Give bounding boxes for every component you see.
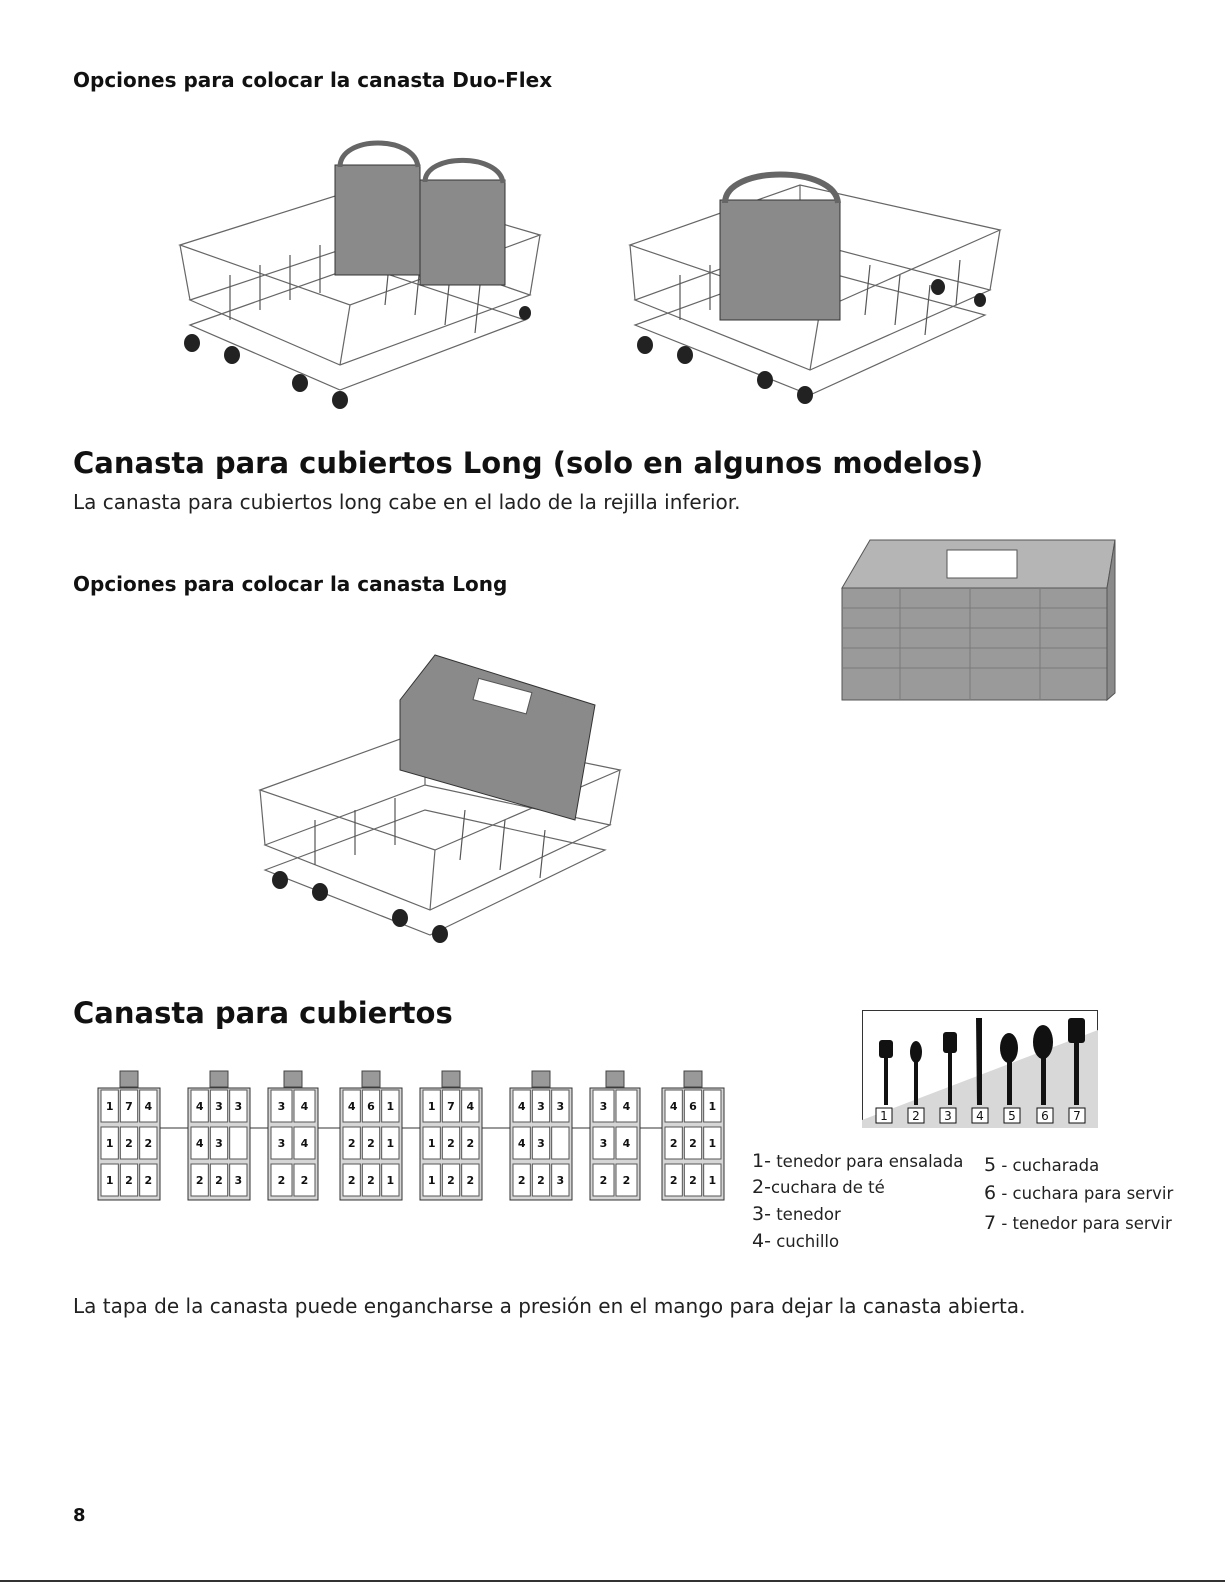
- grid-cell-label: 3: [277, 1137, 286, 1150]
- grid-cell-label: 1: [427, 1174, 436, 1187]
- symbol-number: 4: [976, 1109, 984, 1123]
- long-basket-heading: Opciones para colocar la canasta Long: [73, 572, 508, 596]
- grid-cell-label: 4: [300, 1100, 309, 1113]
- grid-cell-label: 3: [215, 1137, 223, 1150]
- legend-item-7: 7 - tenedor para servir: [984, 1212, 1172, 1234]
- symbol-number: 5: [1008, 1109, 1016, 1123]
- grid-cell: [230, 1127, 247, 1159]
- symbol-number: 2: [912, 1109, 920, 1123]
- grid-cell-label: 1: [427, 1137, 436, 1150]
- grid-cell-label: 4: [195, 1100, 204, 1113]
- grid-cell-label: 4: [466, 1100, 475, 1113]
- legend-item-5: 5 - cucharada: [984, 1154, 1100, 1176]
- grid-cell-label: 2: [144, 1174, 153, 1187]
- grid-cell-label: 4: [517, 1100, 526, 1113]
- grid-cell-label: 2: [669, 1137, 678, 1150]
- grid-cell-label: 4: [669, 1100, 678, 1113]
- grid-module-handle: [532, 1071, 550, 1087]
- legend-item-6: 6 - cuchara para servir: [984, 1182, 1174, 1204]
- grid-cell-label: 2: [669, 1174, 678, 1187]
- grid-cell-label: 3: [537, 1100, 545, 1113]
- grid-cell-label: 2: [347, 1174, 356, 1187]
- grid-cell-label: 2: [447, 1137, 455, 1150]
- grid-cell-label: 2: [367, 1174, 375, 1187]
- grid-cell-label: 3: [234, 1174, 243, 1187]
- legend-item-3: 3- tenedor: [752, 1203, 841, 1225]
- grid-cell-label: 3: [599, 1137, 608, 1150]
- grid-cell-label: 3: [556, 1174, 565, 1187]
- grid-module-handle: [120, 1071, 138, 1087]
- long-cutlery-basket-icon: [840, 538, 1120, 703]
- symbol-number: 7: [1073, 1109, 1081, 1123]
- grid-cell-label: 4: [195, 1137, 204, 1150]
- grid-cell-label: 6: [689, 1100, 697, 1113]
- long-basket-title: Canasta para cubiertos Long (solo en algunos modelos): [73, 446, 984, 480]
- grid-cell-label: 4: [144, 1100, 153, 1113]
- grid-cell-label: 3: [556, 1100, 565, 1113]
- grid-module-handle: [284, 1071, 302, 1087]
- grid-cell-label: 1: [708, 1100, 717, 1113]
- grid-cell-label: 1: [105, 1100, 114, 1113]
- grid-cell-label: 3: [215, 1100, 223, 1113]
- grid-cell-label: 2: [347, 1137, 356, 1150]
- grid-cell-label: 4: [347, 1100, 356, 1113]
- grid-cell-label: 7: [125, 1100, 133, 1113]
- grid-cell-label: 1: [386, 1137, 395, 1150]
- grid-cell-label: 2: [367, 1137, 375, 1150]
- grid-cell-label: 2: [622, 1174, 631, 1187]
- grid-cell-label: 2: [466, 1174, 475, 1187]
- grid-cell-label: 7: [447, 1100, 455, 1113]
- basket-lid-note: La tapa de la canasta puede engancharse a presión en el mango para dejar la canasta abierta.: [73, 1294, 1026, 1318]
- grid-cell-label: 1: [708, 1137, 717, 1150]
- grid-module-handle: [684, 1071, 702, 1087]
- symbol-number: 6: [1041, 1109, 1049, 1123]
- grid-cell-label: 1: [427, 1100, 436, 1113]
- grid-cell-label: 6: [367, 1100, 375, 1113]
- long-basket-description: La canasta para cubiertos long cabe en el lado de la rejilla inferior.: [73, 490, 741, 514]
- bottom-rule: [0, 1580, 1225, 1582]
- grid-cell-label: 2: [277, 1174, 286, 1187]
- grid-cell-label: 4: [300, 1137, 309, 1150]
- grid-cell-label: 4: [517, 1137, 526, 1150]
- grid-module-handle: [362, 1071, 380, 1087]
- grid-cell-label: 1: [386, 1174, 395, 1187]
- grid-cell-label: 2: [689, 1137, 697, 1150]
- grid-cell-label: 2: [300, 1174, 309, 1187]
- grid-cell-label: 2: [215, 1174, 223, 1187]
- duo-flex-heading: Opciones para colocar la canasta Duo-Flex: [73, 68, 553, 92]
- grid-cell-label: 4: [622, 1137, 631, 1150]
- grid-cell-label: 3: [537, 1137, 545, 1150]
- dishwasher-rack-long-basket-icon: [255, 650, 625, 950]
- legend-item-2: 2-cuchara de té: [752, 1176, 885, 1198]
- grid-cell-label: 2: [125, 1174, 133, 1187]
- grid-cell-label: 2: [599, 1174, 608, 1187]
- grid-cell-label: 1: [105, 1174, 114, 1187]
- grid-cell-label: 3: [599, 1100, 608, 1113]
- grid-cell-label: 3: [234, 1100, 243, 1113]
- cutlery-symbols-icon: [862, 1010, 1098, 1128]
- grid-cell-label: 2: [689, 1174, 697, 1187]
- grid-cell-label: 1: [386, 1100, 395, 1113]
- grid-module-handle: [606, 1071, 624, 1087]
- grid-cell-label: 1: [708, 1174, 717, 1187]
- symbol-number: 3: [944, 1109, 952, 1123]
- cutlery-basket-title: Canasta para cubiertos: [73, 996, 453, 1030]
- symbol-number: 1: [880, 1109, 888, 1123]
- grid-cell-label: 2: [125, 1137, 133, 1150]
- grid-cell-label: 2: [195, 1174, 204, 1187]
- grid-cell-label: 2: [466, 1137, 475, 1150]
- grid-module-handle: [442, 1071, 460, 1087]
- dishwasher-rack-duoflex-side-icon: [620, 145, 1010, 415]
- grid-cell-label: 3: [277, 1100, 286, 1113]
- grid-cell-label: 2: [447, 1174, 455, 1187]
- grid-cell-label: 2: [144, 1137, 153, 1150]
- legend-item-4: 4- cuchillo: [752, 1230, 840, 1252]
- grid-cell-label: 2: [517, 1174, 526, 1187]
- grid-module-handle: [210, 1071, 228, 1087]
- legend-item-1: 1- tenedor para ensalada: [752, 1150, 964, 1172]
- dishwasher-rack-duoflex-center-icon: [170, 125, 550, 415]
- grid-cell-label: 2: [537, 1174, 545, 1187]
- grid-cell-label: 4: [622, 1100, 631, 1113]
- page-number: 8: [73, 1505, 86, 1526]
- grid-cell: [552, 1127, 569, 1159]
- grid-cell-label: 1: [105, 1137, 114, 1150]
- cutlery-grid-diagram: [90, 1068, 740, 1218]
